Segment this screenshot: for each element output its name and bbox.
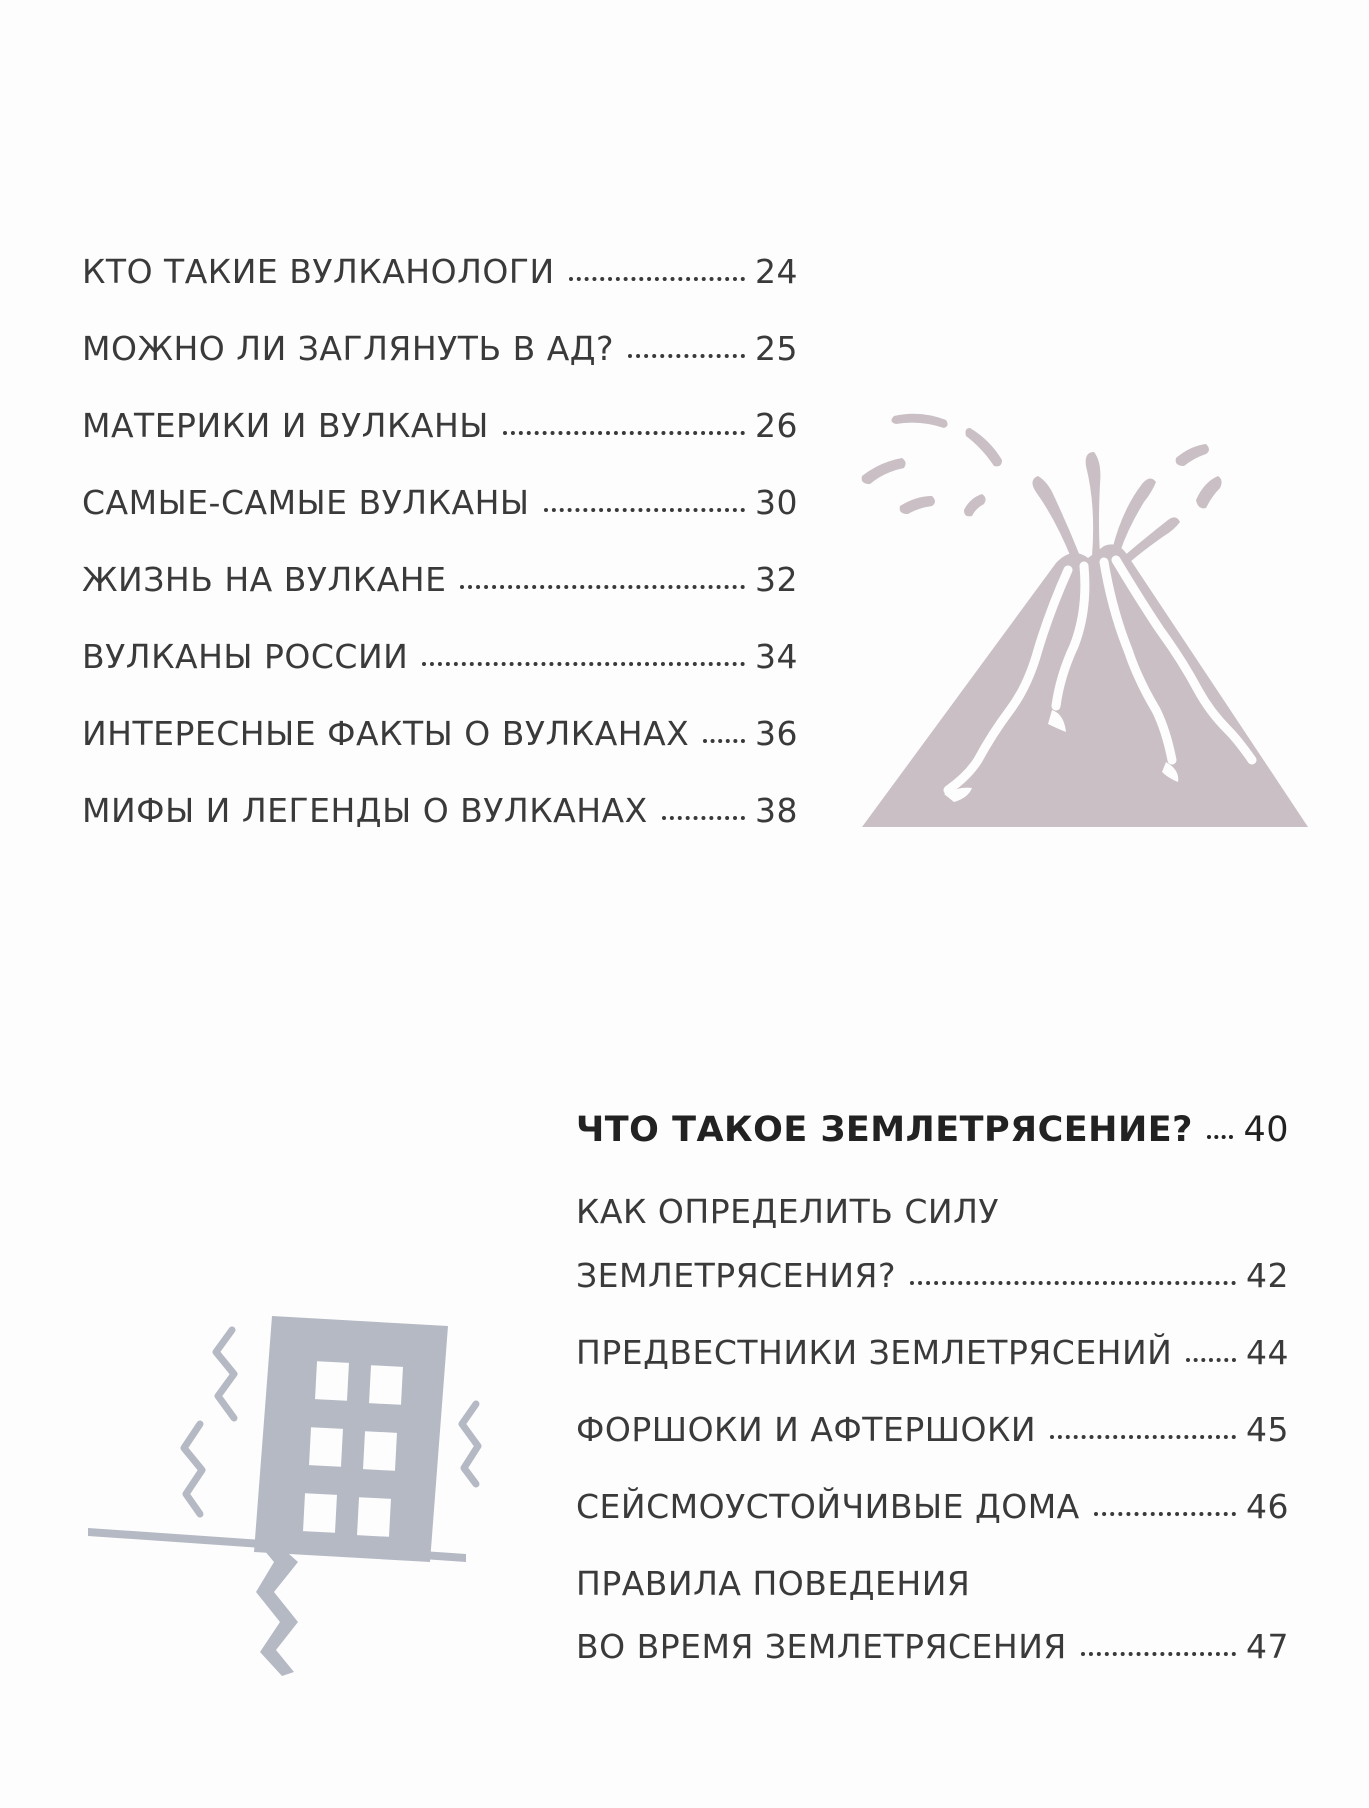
toc-item-title: ИНТЕРЕСНЫЕ ФАКТЫ О ВУЛКАНАХ (82, 714, 690, 753)
toc-item-title: ЖИЗНЬ НА ВУЛКАНЕ (82, 560, 447, 599)
toc-leader-dots (1094, 1512, 1236, 1516)
toc-item-foreshocks[interactable] (576, 1410, 1289, 1449)
toc-item-title: ВУЛКАНЫ РОССИИ (82, 637, 409, 676)
toc-item-life-on-volcano[interactable] (82, 560, 798, 599)
toc-page-number: 45 (1246, 1410, 1289, 1449)
toc-item-precursors[interactable] (576, 1333, 1289, 1372)
toc-item-rules-line1[interactable]: ПРАВИЛА ПОВЕДЕНИЯ (576, 1564, 971, 1603)
toc-leader-dots (703, 739, 745, 743)
toc-item-record-volcanoes[interactable] (82, 483, 798, 522)
toc-item-title: МАТЕРИКИ И ВУЛКАНЫ (82, 406, 489, 445)
toc-item-continents[interactable] (82, 406, 798, 445)
toc-item-title: ЗЕМЛЕТРЯСЕНИЯ? (576, 1256, 896, 1295)
toc-item-title: СЕЙСМОУСТОЙЧИВЫЕ ДОМА (576, 1487, 1080, 1526)
toc-page-number: 38 (755, 791, 798, 830)
toc-heading-title: ЧТО ТАКОЕ ЗЕМЛЕТРЯСЕНИЕ? (576, 1110, 1193, 1150)
toc-item-force-line1[interactable]: КАК ОПРЕДЕЛИТЬ СИЛУ (576, 1192, 1000, 1231)
toc-item-rules[interactable] (576, 1627, 1289, 1666)
toc-leader-dots (1081, 1652, 1236, 1656)
volcano-icon (860, 410, 1320, 830)
toc-page-number: 44 (1246, 1333, 1289, 1372)
toc-page-number: 47 (1246, 1627, 1289, 1666)
toc-section-heading-earthquake[interactable] (576, 1110, 1289, 1150)
toc-item-title: КТО ТАКИЕ ВУЛКАНОЛОГИ (82, 252, 555, 291)
toc-page-number: 32 (755, 560, 798, 599)
toc-item-title: ФОРШОКИ И АФТЕРШОКИ (576, 1410, 1037, 1449)
toc-page-number: 40 (1243, 1110, 1289, 1150)
toc-leader-dots (422, 662, 745, 666)
toc-item-volcanologists[interactable] (82, 252, 798, 291)
toc-item-myths[interactable] (82, 791, 798, 830)
toc-item-title: МИФЫ И ЛЕГЕНДЫ О ВУЛКАНАХ (82, 791, 648, 830)
toc-page-number: 36 (755, 714, 798, 753)
toc-leader-dots (1050, 1435, 1236, 1439)
cracked-building-icon (84, 1300, 484, 1680)
toc-item-hell[interactable] (82, 329, 798, 368)
toc-leader-dots (628, 354, 745, 358)
toc-page-number: 42 (1246, 1256, 1289, 1295)
toc-page-number: 24 (755, 252, 798, 291)
toc-leader-dots (544, 508, 745, 512)
toc-item-russia-volcanoes[interactable] (82, 637, 798, 676)
toc-leader-dots (1207, 1135, 1233, 1139)
toc-item-title: МОЖНО ЛИ ЗАГЛЯНУТЬ В АД? (82, 329, 615, 368)
toc-page-number: 25 (755, 329, 798, 368)
toc-leader-dots (503, 431, 745, 435)
toc-leader-dots (1186, 1358, 1236, 1362)
toc-leader-dots (460, 585, 745, 589)
toc-page-number: 46 (1246, 1487, 1289, 1526)
toc-item-seismic-houses[interactable] (576, 1487, 1289, 1526)
toc-leader-dots (662, 816, 745, 820)
toc-item-title: ПРЕДВЕСТНИКИ ЗЕМЛЕТРЯСЕНИЙ (576, 1333, 1173, 1372)
toc-item-force[interactable] (576, 1256, 1289, 1295)
toc-item-title: ВО ВРЕМЯ ЗЕМЛЕТРЯСЕНИЯ (576, 1627, 1067, 1666)
toc-page-number: 34 (755, 637, 798, 676)
toc-item-title: САМЫЕ-САМЫЕ ВУЛКАНЫ (82, 483, 530, 522)
toc-item-facts[interactable] (82, 714, 798, 753)
toc-leader-dots (569, 277, 745, 281)
toc-page-number: 26 (755, 406, 798, 445)
toc-page-number: 30 (755, 483, 798, 522)
toc-leader-dots (910, 1281, 1236, 1285)
